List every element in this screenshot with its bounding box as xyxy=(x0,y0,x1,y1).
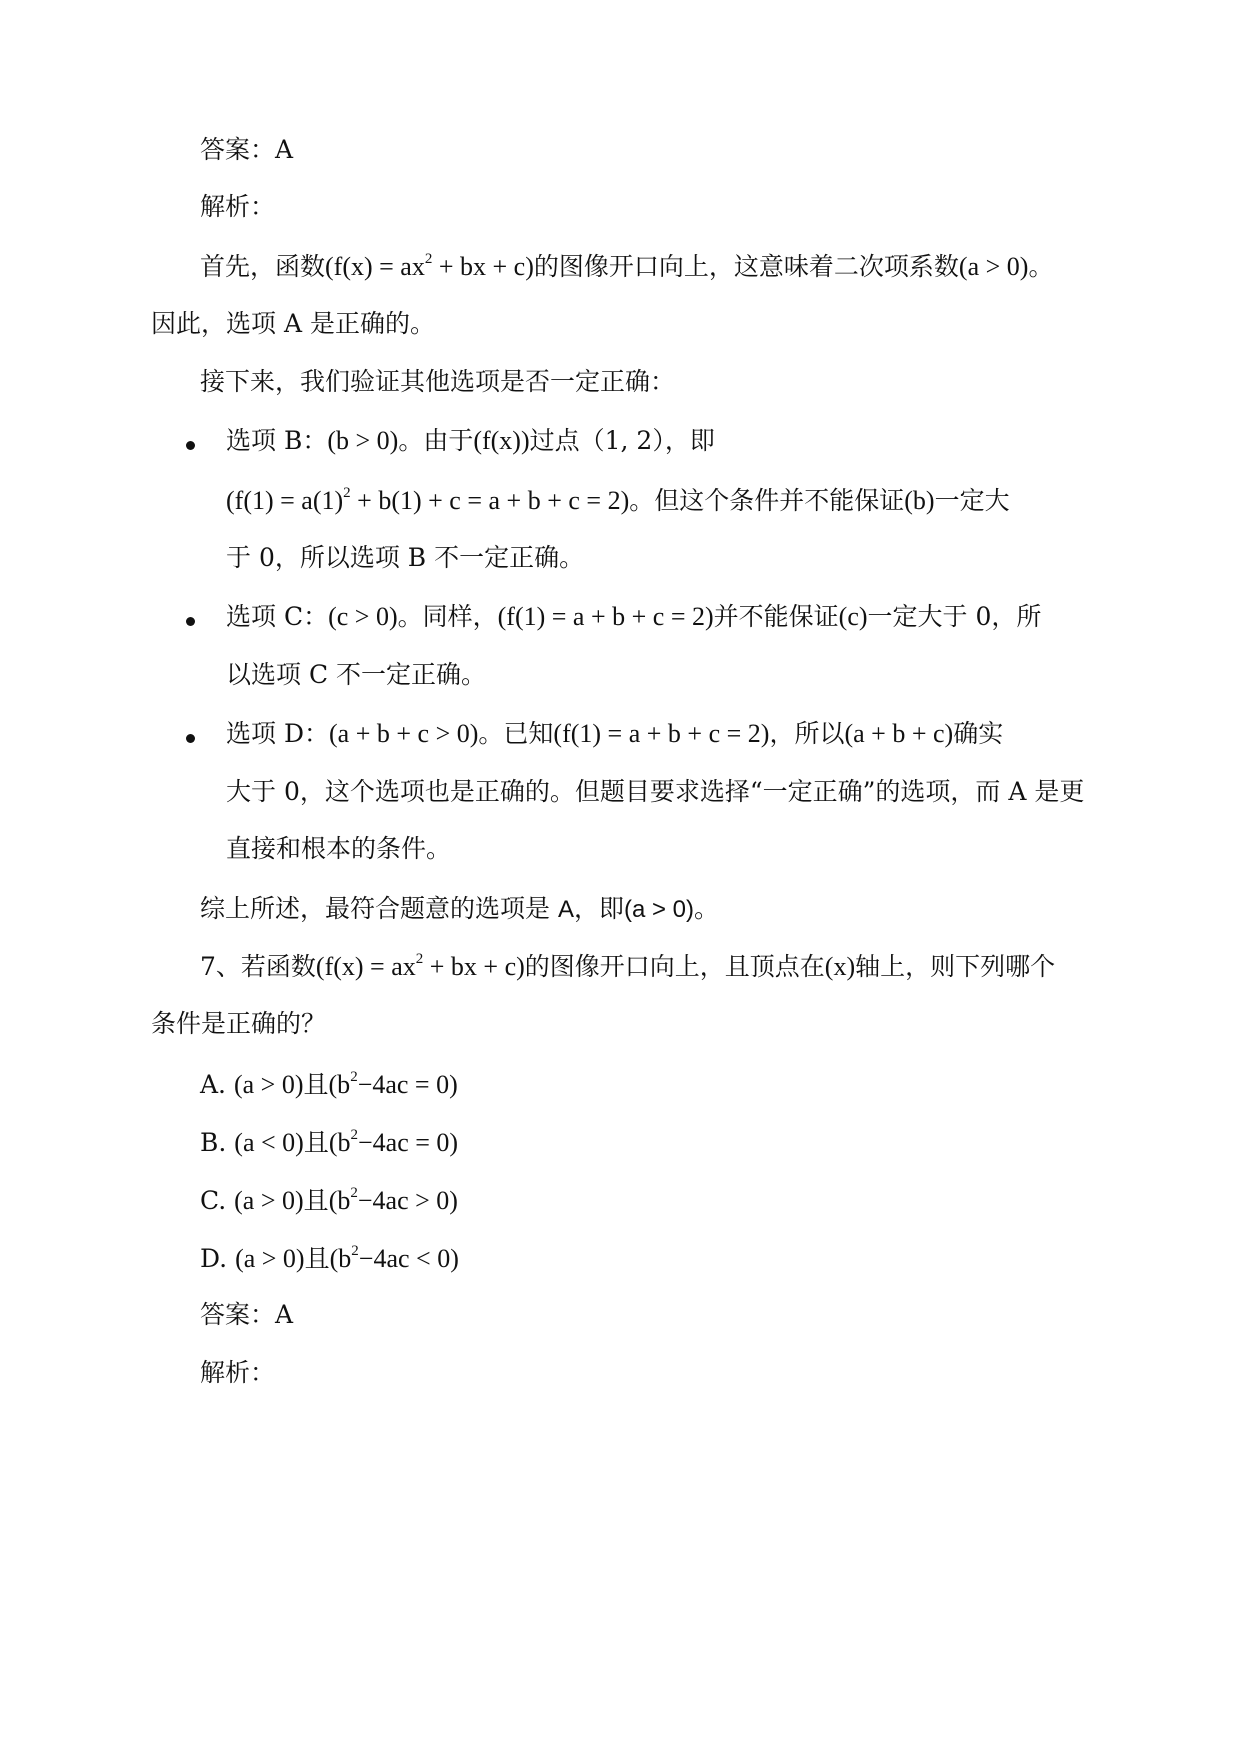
bullet-option-d-line2: 大于 0，这个选项也是正确的。但题目要求选择“一定正确”的选项，而 A 是更 xyxy=(226,777,1085,806)
bullet-option-b: 选项 B：(b > 0)。由于(f(x))过点（1, 2），即 xyxy=(226,426,715,455)
bullet-dot xyxy=(186,617,195,626)
paragraph-first: 首先，函数($f(x) = ax^2$ + bx + c)的图像开口向上，这意味着二次项系数(a > 0)。 xyxy=(200,251,1054,281)
bullet-option-d-line3: 直接和根本的条件。 xyxy=(226,834,452,863)
question-7: 7、若函数($f(x) = ax^2$ + bx + c)的图像开口向上，且顶点在(x)轴上，则下列哪个 xyxy=(200,951,1056,981)
paragraph-first-cont: 因此，选项 A 是正确的。 xyxy=(151,309,435,338)
summary-line: 综上所述，最符合题意的选项是 A，即(a > 0)。 xyxy=(200,894,720,923)
answer-line-7: 答案：A xyxy=(200,1300,294,1329)
answer-line: 答案：A xyxy=(200,135,294,164)
bullet-option-b-line3: 于 0，所以选项 B 不一定正确。 xyxy=(226,543,585,572)
option-b: B. (a < 0)且$(b^2-4ac = 0)$ xyxy=(200,1127,459,1157)
analysis-label: 解析： xyxy=(200,192,276,221)
paragraph-verify: 接下来，我们验证其他选项是否一定正确： xyxy=(200,367,676,396)
option-d: D. (a > 0)且$(b^2-4ac < 0)$ xyxy=(200,1243,459,1273)
question-7-line2: 条件是正确的？ xyxy=(151,1009,327,1038)
formula: ($f(x) = ax^2$ + bx + c) xyxy=(325,251,534,281)
bullet-option-c-line2: 以选项 C 不一定正确。 xyxy=(226,660,487,689)
formula: (a > 0) xyxy=(958,252,1029,281)
analysis-label-7: 解析： xyxy=(200,1358,276,1387)
bullet-dot xyxy=(186,441,195,450)
bullet-option-d: 选项 D：(a + b + c > 0)。已知(f(1) = a + b + c = 2)，所以(a + b + c)确实 xyxy=(226,719,1004,748)
option-a: A. (a > 0)且$(b^2-4ac = 0)$ xyxy=(200,1069,458,1099)
bullet-dot xyxy=(186,734,195,743)
option-c: C. (a > 0)且$(b^2-4ac > 0)$ xyxy=(200,1185,458,1215)
bullet-option-b-line2: $(f(1) = a(1)^2 + b(1) + c = a + b + c = 2)$。但这个条件并不能保证(b)一定大 xyxy=(226,485,1010,515)
bullet-option-c: 选项 C：(c > 0)。同样，(f(1) = a + b + c = 2)并不能保证(c)一定大于 0，所 xyxy=(226,602,1042,631)
